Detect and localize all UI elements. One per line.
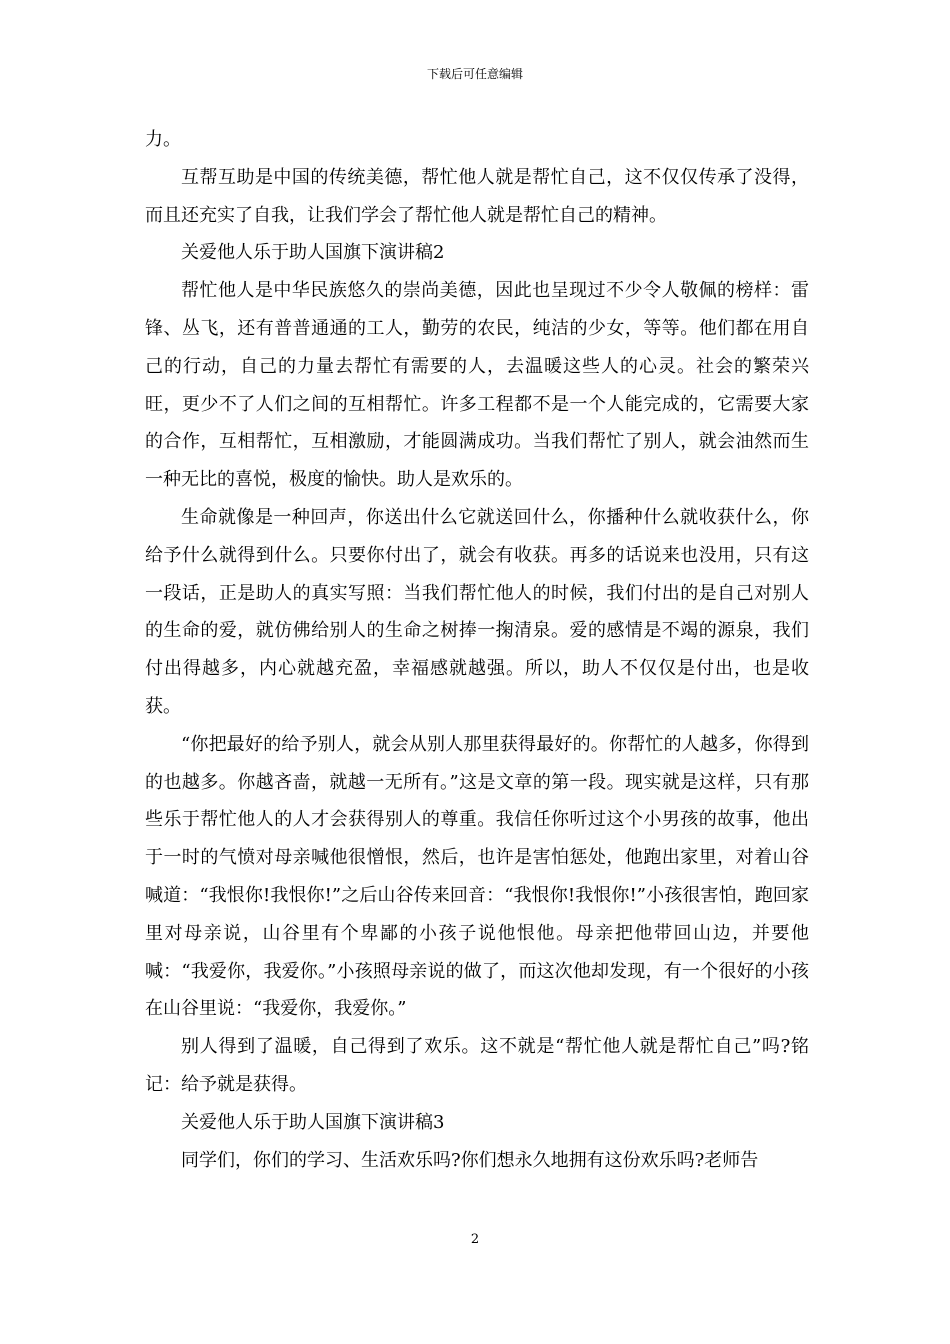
- body-paragraph: 力。: [145, 129, 181, 150]
- body-paragraph: 关爱他人乐于助人国旗下演讲稿2: [181, 242, 445, 264]
- document-body: [145, 121, 809, 1179]
- body-paragraph: 互帮互助是中国的传统美德，帮忙他人就是帮忙自己，这不仅仅传承了没得，而且还充实了自我，让我们学会了帮忙他人就是帮忙自己的精神。: [145, 166, 809, 226]
- body-paragraph: 同学们，你们的学习、生活欢乐吗?你们想永久地拥有这份欢乐吗?老师告: [181, 1149, 759, 1171]
- body-paragraph: 关爱他人乐于助人国旗下演讲稿3: [181, 1111, 445, 1133]
- body-paragraph: 生命就像是一种回声，你送出什么它就送回什么，你播种什么就收获什么，你给予什么就得到什么。只要你付出了，就会有收获。再多的话说来也没用，只有这一段话，正是助人的真实写照：当我们帮忙他人的时候，我们付出的是自己对别人的生命的爱，就仿佛给别人的生命之树捧一掬清泉。爱的感情是不竭的源泉，我们付出得越多，内心就越充盈，幸福感就越强。所以，助人不仅仅是付出，也是收获。: [145, 506, 809, 717]
- body-paragraph: “你把最好的给予别人，就会从别人那里获得最好的。你帮忙的人越多，你得到的也越多。你越吝啬，就越一无所有。”这是文章的第一段。现实就是这样，只有那些乐于帮忙他人的人才会获得别人的尊重。我信任你听过这个小男孩的故事，他出于一时的气愤对母亲喊他很憎恨，然后，也许是害怕惩处，他跑出家里，对着山谷喊道：“我恨你!我恨你!”之后山谷传来回音：“我恨你!我恨你!”小孩很害怕，跑回家里对母亲说，山谷里有个卑鄙的小孩子说他恨他。母亲把他带回山边，并要他喊：“我爱你，我爱你。”小孩照母亲说的做了，而这次他却发现，有一个很好的小孩在山谷里说：“我爱你，我爱你。”: [145, 733, 809, 1020]
- page-header: 下载后可任意编辑: [426, 67, 523, 81]
- body-paragraph: 帮忙他人是中华民族悠久的崇尚美德，因此也呈现过不少令人敬佩的榜样：雷锋、丛飞，还有普普通通的工人，勤劳的农民，纯洁的少女，等等。他们都在用自己的行动，自己的力量去帮忙有需要的人，去温暖这些人的心灵。社会的繁荣兴旺，更少不了人们之间的互相帮忙。许多工程都不是一个人能完成的，它需要大家的合作，互相帮忙，互相激励，才能圆满成功。当我们帮忙了别人，就会油然而生一种无比的喜悦，极度的愉快。助人是欢乐的。: [145, 280, 809, 491]
- body-paragraph: 别人得到了温暖，自己得到了欢乐。这不就是“帮忙他人就是帮忙自己”吗?铭记：给予就是获得。: [145, 1036, 809, 1095]
- page-number: 2: [470, 1232, 480, 1247]
